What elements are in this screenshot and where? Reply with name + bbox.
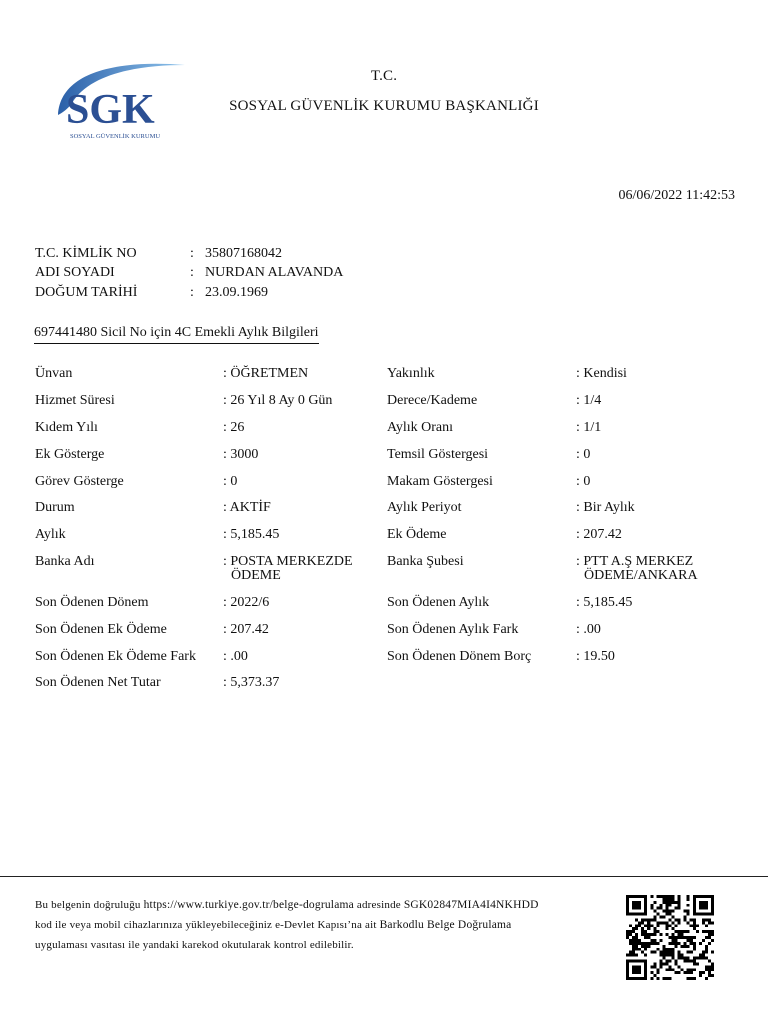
footer-text: adresinde — [353, 899, 404, 911]
info-value: : Bir Aylık — [576, 500, 635, 515]
info-value: : 207.42 — [223, 622, 269, 637]
info-value: : 3000 — [223, 447, 259, 462]
identity-value: 23.09.1969 — [205, 285, 268, 300]
info-value: : Kendisi — [576, 366, 627, 381]
footer-text: Bu belgenin doğruluğu — [35, 899, 144, 911]
identity-label: T.C. KİMLİK NO — [35, 246, 137, 261]
info-label: Son Ödenen Dönem — [35, 595, 149, 610]
section-title: 697441480 Sicil No için 4C Emekli Aylık Bilgileri — [34, 324, 319, 344]
footer-text: uygulaması vasıtası ile yandaki karekod okutularak kontrol edilebilir. — [35, 939, 354, 951]
info-value: : .00 — [223, 649, 248, 664]
footer-text: kod ile veya mobil cihazlarınıza yükleyebileceğiniz e-Devlet Kapısı’na ait — [35, 919, 380, 931]
info-label: Banka Adı — [35, 554, 95, 569]
identity-value: NURDAN ALAVANDA — [205, 265, 344, 280]
identity-row-birthdate — [35, 283, 268, 303]
document-datetime: 06/06/2022 11:42:53 — [618, 188, 735, 203]
identity-row-name — [35, 263, 343, 283]
info-label: Aylık Periyot — [387, 500, 462, 515]
footer-line-3 — [35, 935, 615, 955]
header-agency: SOSYAL GÜVENLİK KURUMU BAŞKANLIĞI — [229, 98, 539, 114]
info-label: Yakınlık — [387, 366, 435, 381]
logo-text: SGK — [66, 87, 155, 133]
identity-label: DOĞUM TARİHİ — [35, 285, 138, 300]
logo-subtitle: SOSYAL GÜVENLİK KURUMU — [70, 133, 161, 140]
identity-row-tc — [35, 244, 282, 264]
info-value: : .00 — [576, 622, 601, 637]
info-label: Ünvan — [35, 366, 73, 381]
info-value: : ÖĞRETMEN — [223, 366, 309, 381]
info-value: : 1/4 — [576, 393, 602, 408]
info-value: : 0 — [576, 474, 591, 489]
info-label: Son Ödenen Net Tutar — [35, 675, 161, 690]
info-value: : 0 — [576, 447, 591, 462]
sgk-logo — [50, 55, 190, 145]
info-value: : POSTA MERKEZDE — [223, 554, 353, 569]
info-label: Ek Ödeme — [387, 527, 447, 542]
info-value: : 0 — [223, 474, 238, 489]
footer-verification-text — [35, 895, 615, 955]
qr-code — [626, 895, 714, 980]
info-value: : 1/1 — [576, 420, 602, 435]
info-value: : 207.42 — [576, 527, 622, 542]
info-label: Aylık — [35, 527, 66, 542]
info-value-continued: ÖDEME — [231, 568, 281, 583]
info-label: Son Ödenen Ek Ödeme — [35, 622, 167, 637]
info-label: Temsil Göstergesi — [387, 447, 489, 462]
info-label: Banka Şubesi — [387, 554, 464, 569]
info-value: : 5,185.45 — [223, 527, 280, 542]
info-label: Derece/Kademe — [387, 393, 478, 408]
verification-url-link[interactable]: https://www.turkiye.gov.tr/belge-dogrulama — [143, 899, 354, 911]
info-value: : 26 — [223, 420, 245, 435]
info-value: : 19.50 — [576, 649, 615, 664]
info-value: : 5,373.37 — [223, 675, 280, 690]
footer-divider — [0, 876, 768, 877]
info-label: Kıdem Yılı — [35, 420, 98, 435]
verification-app-name: Barkodlu Belge Doğrulama — [379, 919, 512, 931]
identity-sep: : — [190, 265, 194, 280]
footer-line-1 — [35, 895, 615, 915]
info-label: Hizmet Süresi — [35, 393, 115, 408]
info-value: : AKTİF — [223, 500, 271, 515]
info-value-continued: ÖDEME/ANKARA — [584, 568, 698, 583]
footer-line-2 — [35, 915, 615, 935]
identity-sep: : — [190, 246, 194, 261]
info-label: Aylık Oranı — [387, 420, 453, 435]
info-value: : 2022/6 — [223, 595, 270, 610]
info-label: Durum — [35, 500, 75, 515]
info-label: Makam Göstergesi — [387, 474, 493, 489]
info-label: Son Ödenen Dönem Borç — [387, 649, 532, 664]
info-label: Görev Gösterge — [35, 474, 124, 489]
info-label: Son Ödenen Aylık Fark — [387, 622, 519, 637]
info-label: Son Ödenen Aylık — [387, 595, 490, 610]
identity-value: 35807168042 — [205, 246, 282, 261]
identity-sep: : — [190, 285, 194, 300]
verification-code: SGK02847MIA4I4NKHDD — [403, 899, 539, 911]
info-value: : 26 Yıl 8 Ay 0 Gün — [223, 393, 333, 408]
info-label: Ek Gösterge — [35, 447, 105, 462]
header-tc: T.C. — [370, 68, 398, 84]
identity-label: ADI SOYADI — [35, 265, 115, 280]
info-label: Son Ödenen Ek Ödeme Fark — [35, 649, 196, 664]
info-value: : 5,185.45 — [576, 595, 633, 610]
info-value: : PTT A.Ş MERKEZ — [576, 554, 694, 569]
